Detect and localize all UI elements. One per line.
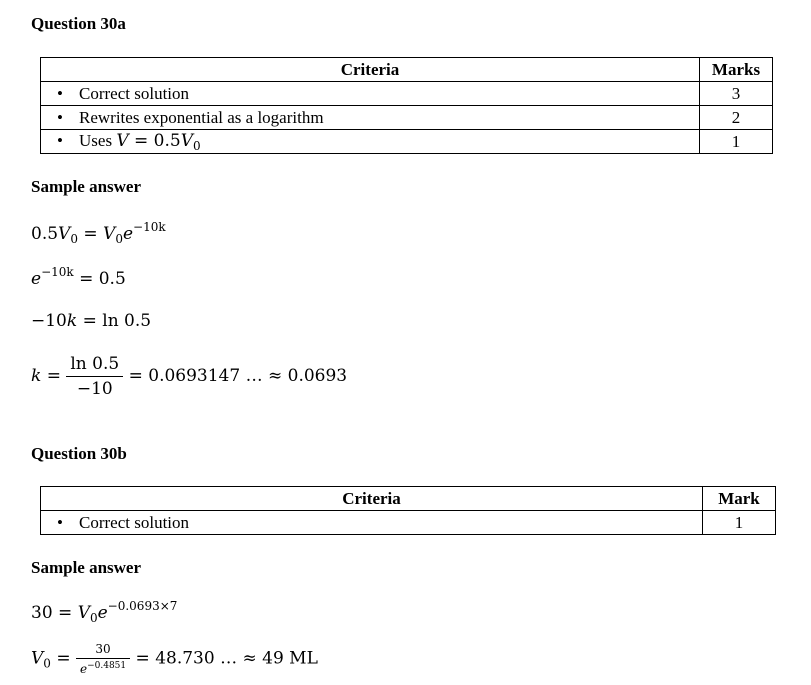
question-30b-title: Question 30b <box>31 444 127 463</box>
table-row <box>41 130 773 154</box>
bullet-icon: • <box>57 512 63 532</box>
criteria-text: Correct solution <box>79 83 190 103</box>
criteria-table-30b <box>40 486 776 535</box>
bullet-icon: • <box>57 83 63 103</box>
working-line-5: $30 = V_0e^{-0.0693\times 7}$ <box>31 599 178 625</box>
mark-value: 3 <box>700 82 773 106</box>
table-row <box>41 106 773 130</box>
criteria-text: Uses <box>79 130 117 150</box>
table-header-row <box>41 487 776 511</box>
criteria-text: Rewrites exponential as a logarithm <box>79 107 324 127</box>
working-line-1: $0.5V_0 = V_0e^{-10k}$ <box>31 220 166 246</box>
marks-header: Mark <box>703 487 776 511</box>
question-30a-title: Question 30a <box>31 14 126 33</box>
criteria-table-30a <box>40 57 773 154</box>
bullet-icon: • <box>57 130 63 150</box>
mark-value: 2 <box>700 106 773 130</box>
bullet-icon: • <box>57 107 63 127</box>
table-row <box>41 82 773 106</box>
sample-answer-title-30a: Sample answer <box>31 177 142 196</box>
mark-value: 1 <box>703 511 776 535</box>
criteria-text: Correct solution <box>79 512 190 532</box>
criteria-header: Criteria <box>41 487 703 511</box>
fraction: $\frac{\ln 0.5}{-10}$ <box>66 354 123 399</box>
sample-answer-title-30b: Sample answer <box>31 558 142 577</box>
working-line-3: −10k = ln 0.5 <box>31 311 152 331</box>
table-row <box>41 511 776 535</box>
working-line-4: k = $\frac{\ln 0.5}{-10}$ = 0.0693147 … ≈ 0.0693 <box>31 354 348 399</box>
working-line-2: $e^{-10k} = 0.5$ <box>31 265 126 289</box>
criteria-header: Criteria <box>41 58 700 82</box>
table-header-row <box>41 58 773 82</box>
math-expression: $V = 0.5V_0$ <box>116 130 201 153</box>
fraction: $\frac{30}{e^{-0.4851}}$ <box>76 642 130 676</box>
mark-value: 1 <box>700 130 773 154</box>
working-line-6: $V_0$ = $\frac{30}{e^{-0.4851}}$ = 48.730 … ≈ 49 ML <box>31 642 318 676</box>
marks-header: Marks <box>700 58 773 82</box>
